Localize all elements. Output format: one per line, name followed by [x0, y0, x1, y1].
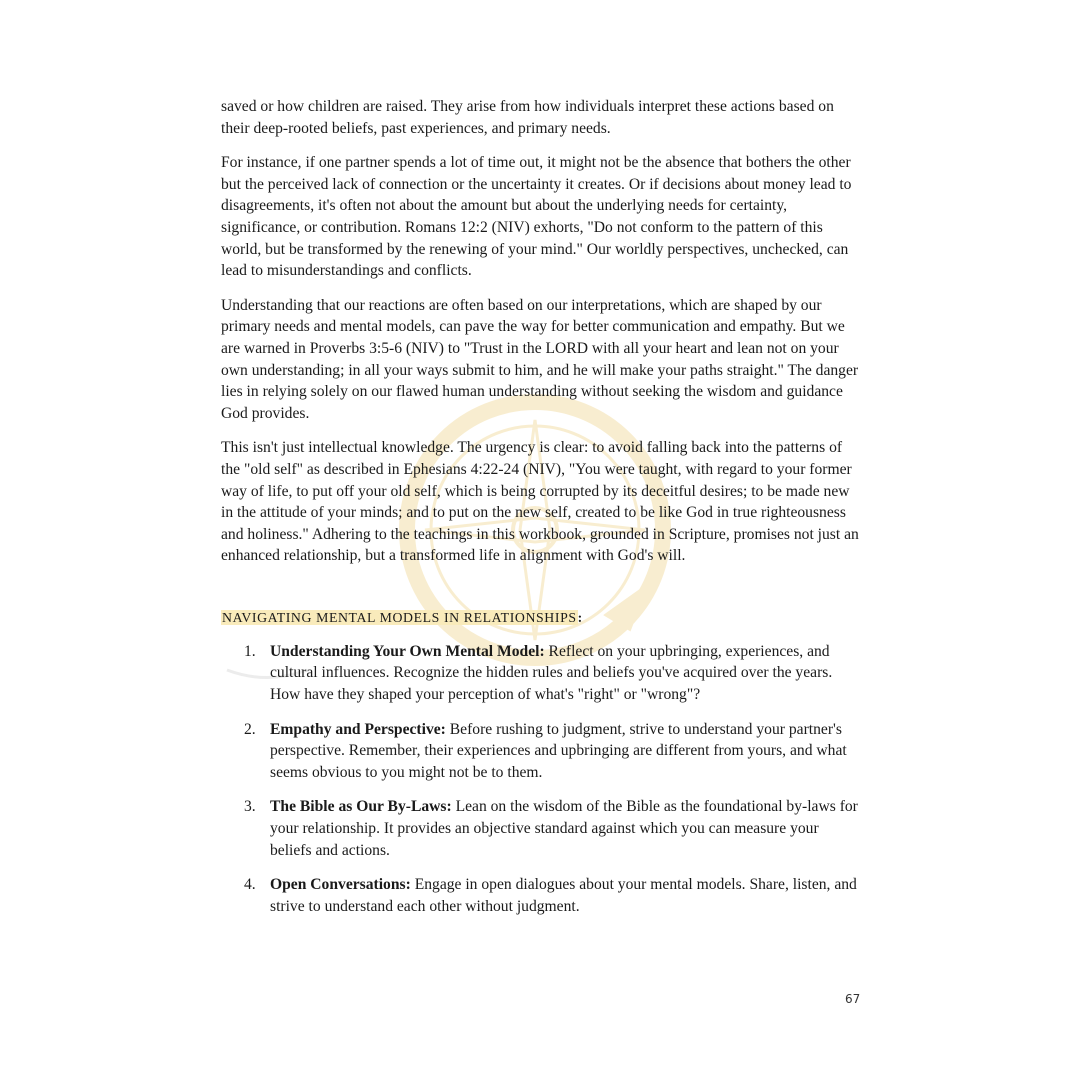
- list-item-title: Empathy and Perspective:: [270, 720, 446, 738]
- numbered-list: [221, 641, 863, 918]
- list-item-text: Lean on the wisdom of the Bible as the foundational by-laws for your relationship. It provides an objective standard against which you can measure your beliefs and actions.: [270, 798, 858, 859]
- list-item: [221, 874, 863, 917]
- list-item-number: 3.: [244, 798, 256, 816]
- list-item-number: 1.: [244, 642, 256, 660]
- section-heading-text: NAVIGATING MENTAL MODELS IN RELATIONSHIPS: [222, 609, 577, 625]
- body-paragraph: For instance, if one partner spends a lot of time out, it might not be the absence that bothers the other but the perceived lack of connection or the uncertainty it creates. Or if decisions about money lead to disagreements, it's often not about the amount but about the underlying needs for certainty, significance, or contribution. Romans 12:2 (NIV) exhorts, "Do not conform to the pattern of this world, but be transformed by the renewing of your mind." Our worldly perspectives, unchecked, can lead to misunderstandings and conflicts.: [221, 154, 852, 280]
- list-item-text: Before rushing to judgment, strive to understand your partner's perspective. Remember, their experiences and upbringing are different from yours, and what seems obvious to you might not be to them.: [270, 720, 847, 781]
- list-item-number: 4.: [244, 876, 256, 894]
- body-paragraph: This isn't just intellectual knowledge. The urgency is clear: to avoid falling back into the patterns of the "old self" as described in Ephesians 4:22-24 (NIV), "You were taught, with regard to your former way of life, to put off your old self, which is being corrupted by its deceitful desires; to be made new in the attitude of your minds; and to put on the new self, created to be like God in true righteousness and holiness." Adhering to the teachings in this workbook, grounded in Scripture, promises not just an enhanced relationship, but a transformed life in alignment with God's will.: [221, 439, 859, 565]
- list-item: [221, 641, 863, 706]
- list-item-title: Open Conversations:: [270, 876, 411, 894]
- page-body: [221, 96, 863, 930]
- list-item: [221, 796, 863, 861]
- list-item-title: The Bible as Our By-Laws:: [270, 798, 452, 816]
- list-item-title: Understanding Your Own Mental Model:: [270, 642, 545, 660]
- list-item-text: Reflect on your upbringing, experiences, and cultural influences. Recognize the hidden rules and beliefs you've acquired over the years. How have they shaped your perception of what's "right" or "wrong"?: [270, 642, 833, 704]
- list-item-number: 2.: [244, 720, 256, 738]
- body-paragraph: Understanding that our reactions are often based on our interpretations, which are shaped by our primary needs and mental models, can pave the way for better communication and empathy. But we are warned in Proverbs 3:5-6 (NIV) to "Trust in the LORD with all your heart and lean not on your own understanding; in all your ways submit to him, and he will make your paths straight." The danger lies in relying solely on our flawed human understanding without seeking the wisdom and guidance God provides.: [221, 296, 859, 422]
- list-item-text: Engage in open dialogues about your mental models. Share, listen, and strive to understand each other without judgment.: [270, 876, 857, 915]
- body-paragraph: saved or how children are raised. They arise from how individuals interpret these actions based on their deep-rooted beliefs, past experiences, and primary needs.: [221, 98, 834, 137]
- section-heading-colon: :: [577, 609, 583, 625]
- section-heading: [221, 609, 863, 627]
- list-item: [221, 719, 863, 784]
- page-number: 67: [845, 992, 861, 1006]
